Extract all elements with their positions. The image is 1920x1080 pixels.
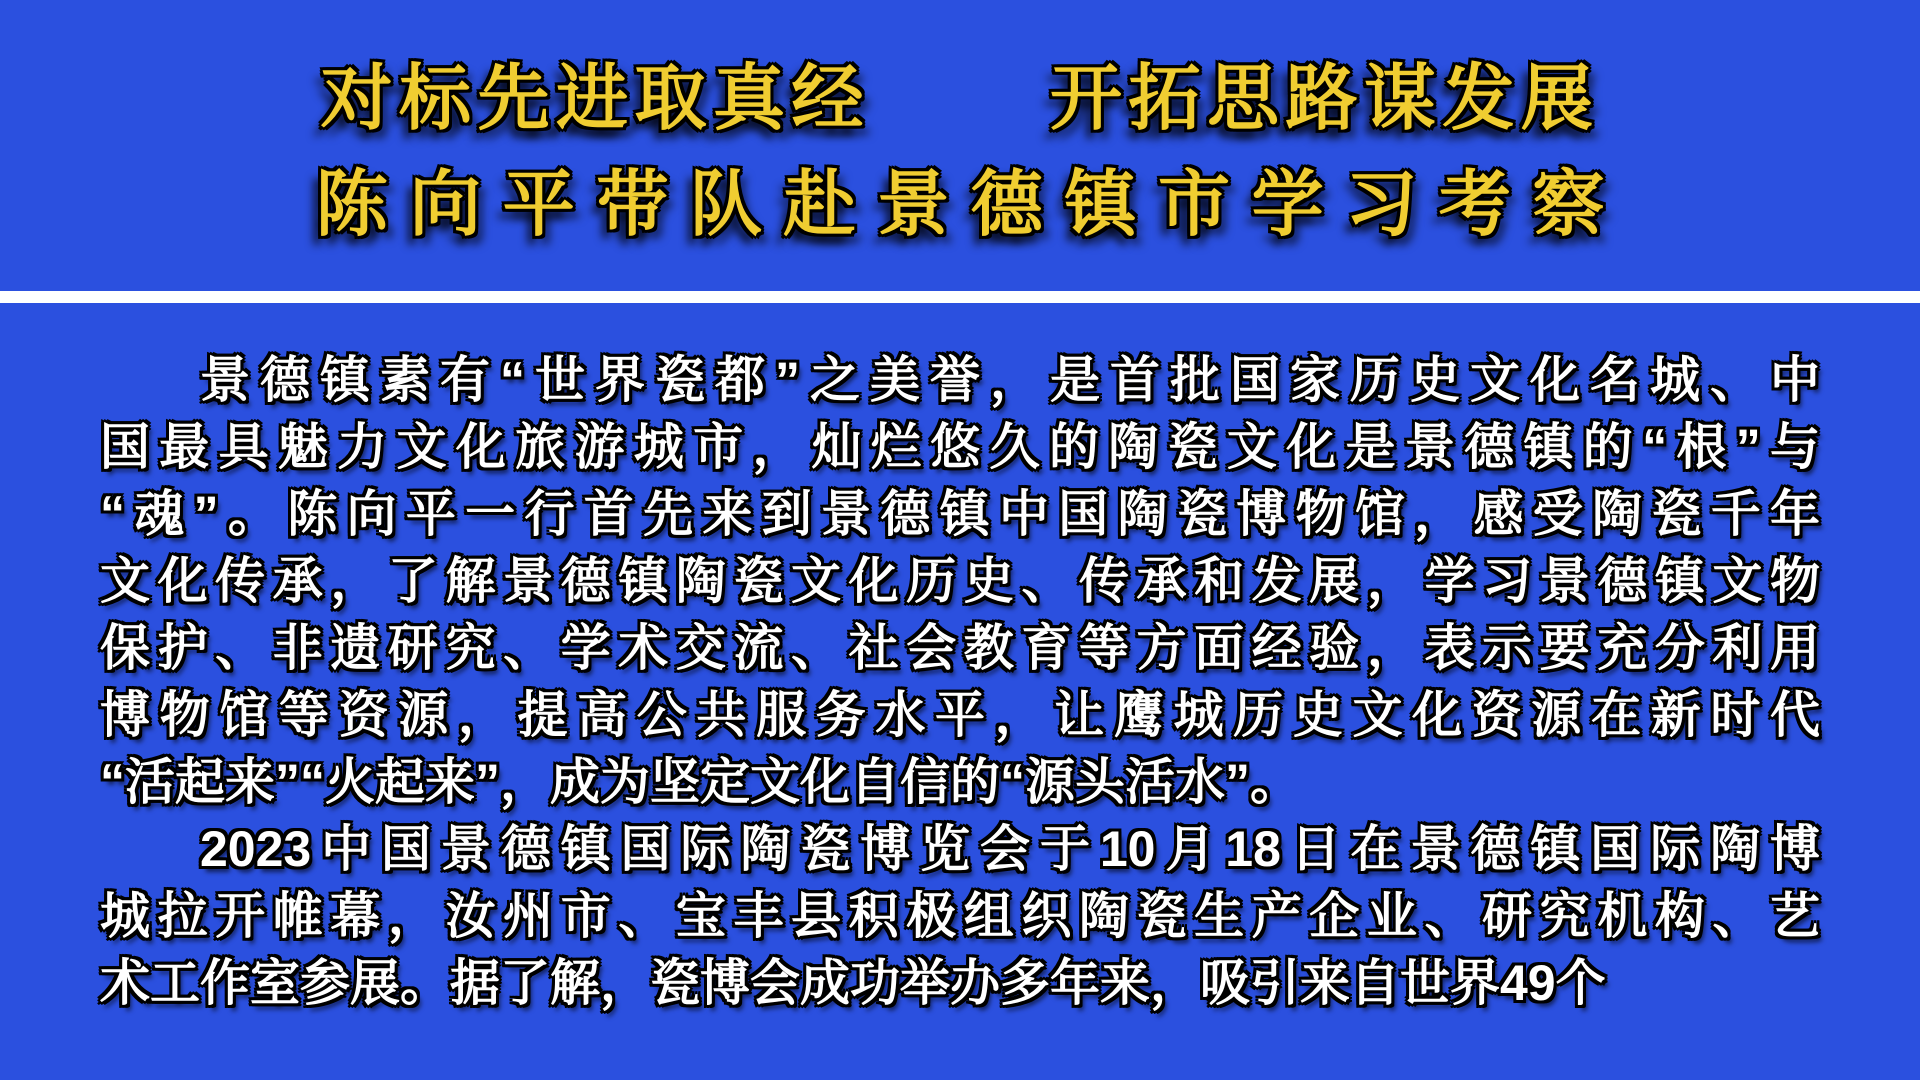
article-line: 景德镇素有“世界瓷都”之美誉，是首批国家历史文化名城、中	[200, 352, 1820, 408]
title-phrase-left: 对标先进取真经	[320, 59, 870, 139]
title-phrase-right: 开拓思路谋发展	[1050, 59, 1600, 139]
divider-rule	[0, 291, 1920, 303]
article-line: 文化传承，了解景德镇陶瓷文化历史、传承和发展，学习景德镇文物	[100, 553, 1820, 609]
title-line-2: 陈向平带队赴景德镇市学习考察	[315, 165, 1626, 245]
article-line: 博物馆等资源，提高公共服务水平，让鹰城历史文化资源在新时代	[100, 687, 1820, 743]
title-line-1	[0, 60, 1920, 138]
article-line: 2023中国景德镇国际陶瓷博览会于10月18日在景德镇国际陶博	[200, 821, 1820, 877]
article-line: 术工作室参展。据了解，瓷博会成功举办多年来，吸引来自世界49个	[100, 955, 1606, 1011]
article-line: 保护、非遗研究、学术交流、社会教育等方面经验，表示要充分利用	[100, 620, 1820, 676]
article-line: “活起来”“火起来”，成为坚定文化自信的“源头活水”。	[100, 754, 1300, 810]
title-banner	[0, 0, 1920, 244]
article-line: “魂”。陈向平一行首先来到景德镇中国陶瓷博物馆，感受陶瓷千年	[100, 486, 1820, 542]
article-line: 城拉开帷幕，汝州市、宝丰县积极组织陶瓷生产企业、研究机构、艺	[100, 888, 1820, 944]
article-line: 国最具魅力文化旅游城市，灿烂悠久的陶瓷文化是景德镇的“根”与	[100, 419, 1820, 475]
article	[0, 347, 1920, 1017]
